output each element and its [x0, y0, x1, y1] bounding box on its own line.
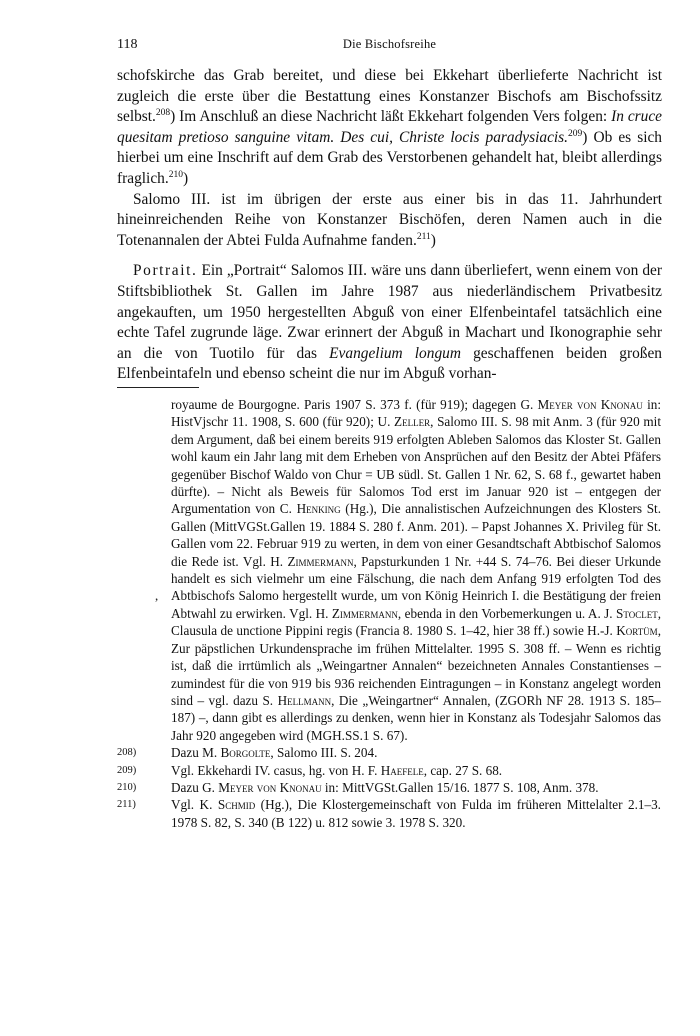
- footnotes: [117, 396, 662, 831]
- footnote-divider: [117, 387, 199, 388]
- footnote-continuation: royaume de Bourgogne. Paris 1907 S. 373 f. (für 919); dagegen G. Meyer von Knonau in: HistVjschr 11. 1908, S. 600 (für 920); U. Zeller, Salomo III. S. 98 mit Anm. 3 (für 920 mit dem Argument, daß bei einem bereits 919 erfolgten Ableben Salomos das Kloster St. Gallen wohl kaum ein Jahr lang mit dem Erheben von Ansprüchen auf den Besitz der Abtei Pfäfers gegenüber Bischof Waldo von Chur = UB südl. St. Gallen 1 Nr. 62, S. 68 f., gewartet haben dürfte). – Nicht als Beweis für Salomos Tod erst im Januar 920 ist – entgegen der Argumentation von C. Henking (Hg.), Die annalistischen Aufzeichnungen des Klosters St. Gallen (MittVGSt.Gallen 19. 1884 S. 280 f. Anm. 201). – Papst Johannes X. Privileg für St. Gallen vom 22. Februar 919 zu werten, in dem von einer Gesandtschaft Abtbischof Salomos die Rede ist. Vgl. H. Zimmermann, Papsturkunden 1 Nr. +44 S. 74–76. Bei dieser Urkunde handelt es sich vielmehr um eine Fälschung, die nach dem Anfang 919 erfolgten Tod des Abtbischofs Salomo hergestellt wurde, um von König Heinrich I. die Bestätigung der freien Abtwahl zu erwirken. Vgl. H. Zimmermann, ebenda in den Vorbemerkungen u. A. J. Stoclet, Clausula de unctione Pippini regis (Francia 8. 1980 S. 1–42, hier 38 ff.) sowie H.-J. Kortüm, Zur päpstlichen Urkundensprache im frühen Mittelalter. 1995 S. 308 ff. – Wenn es richtig ist, daß die irrtümlich als „Weingartner Annalen“ bezeichneten Annales Constantienses – zumindest für die von 919 bis 936 reichenden Eintragungen – in Konstanz angelegt worden sind – vgl. dazu S. Hellmann, Die „Weingartner“ Annalen, (ZGORh NF 28. 1913 S. 185–187) –, dann gibt es allerdings zu denken, wenn hier in Konstanz als Todesjahr Salomos das Jahr 920 angegeben wird (MGH.SS.1 S. 67).: [171, 397, 662, 743]
- footnote-marker: 209): [117, 764, 137, 776]
- section-lead: Portrait.: [133, 262, 198, 280]
- footnote-ref: 208: [155, 108, 171, 119]
- page-header: [117, 37, 662, 57]
- footnote-ref: 211: [416, 231, 431, 242]
- footnote: 211) Vgl. K. Schmid (Hg.), Die Klostergemeinschaft von Fulda im früheren Mittelalter 2.1–3. 1978 S. 82, S. 340 (B 122) u. 812 sowie 3. 1978 S. 320.: [117, 797, 661, 830]
- running-title: Die Bischofsreihe: [342, 37, 437, 51]
- work-title: Evangelium longum: [329, 344, 461, 362]
- footnote: 209) Vgl. Ekkehardi IV. casus, hg. von H. F. Haefele, cap. 27 S. 68.: [117, 762, 503, 778]
- main-text: [117, 66, 662, 385]
- paragraph: Salomo III. ist im übrigen der erste aus einer bis in das 11. Jahrhundert hineinreichenden Reihe von Konstanzer Bischöfen, deren Namen auch in die Totenannalen der Abtei Fulda Aufnahme fanden.$^{211}$): [117, 190, 662, 249]
- footnote-marker: 208): [117, 747, 137, 759]
- footnote-marker: 211): [117, 799, 136, 811]
- paragraph: schofskirche das Grab bereitet, und diese bei Ekkehart überlieferte Nachricht ist zugleich die erste über die Bestattung eines Konstanzer Bischofs am Bischofssitz selbst.$^{208}$) Im Anschluß an diese Nachricht läßt Ekkehart folgenden Vers folgen: In cruce quesitam pretioso sanguine vitam. Des cui, Christe locis paradysiacis.$^{209}$) Ob es sich hierbei um eine Inschrift auf dem Grab des Verstorbenen gehandelt hat, bleibt allerdings fraglich.$^{210}$): [117, 67, 663, 187]
- footnote-ref: 209: [568, 128, 583, 139]
- margin-mark: ,: [155, 588, 159, 603]
- paragraph: Portrait. Ein „Portrait“ Salomos III. wäre uns dann überliefert, wenn einem von der Stiftsbibliothek St. Gallen im Jahre 1987 aus niederländischem Privatbesitz angekauften, um 1950 hergestellten Abguß von einer Elfenbeintafel tatsächlich eine echte Tafel zugrunde läge. Zwar erinnert der Abguß in Machart und Ikonographie sehr an die von Tuotilo für das Evangelium longum geschaffenen beiden großen Elfenbeintafeln und ebenso scheint die nur im Abguß vorhan-: [117, 262, 662, 383]
- footnote: 210) Dazu G. Meyer von Knonau in: MittVGSt.Gallen 15/16. 1877 S. 108, Anm. 378.: [117, 779, 599, 795]
- footnote: 208) Dazu M. Borgolte, Salomo III. S. 204.: [117, 745, 378, 761]
- footnote-ref: 210: [168, 169, 183, 180]
- footnote-marker: 210): [117, 781, 137, 793]
- verse-quote: In cruce quesitam pretioso sanguine vitam. Des cui, Christe locis paradysiacis.: [117, 108, 662, 146]
- page-number: 118: [117, 37, 138, 52]
